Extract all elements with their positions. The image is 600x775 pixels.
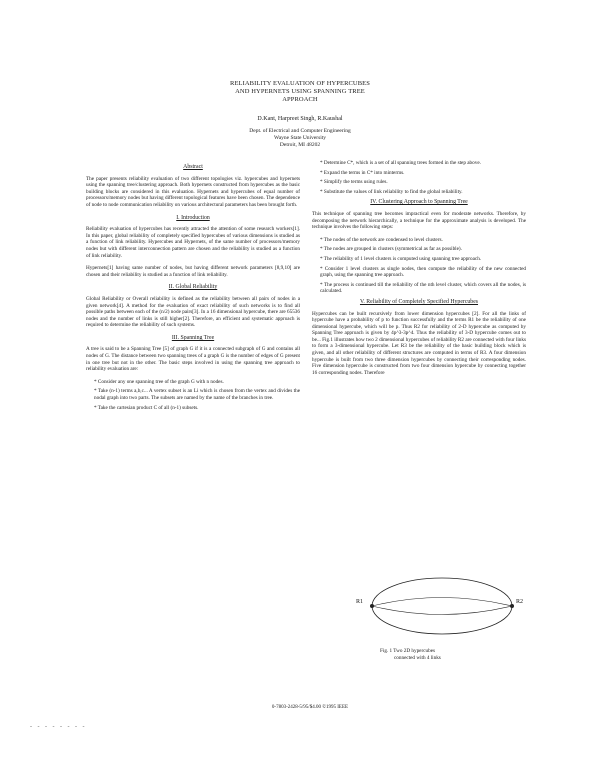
spanning-step-7: * Substitute the values of link reliability to find the global reliability.: [320, 188, 463, 195]
title-block: [150, 80, 450, 149]
spanning-step-6: * Simplify the terms using rules.: [320, 179, 388, 186]
global-reliability-paragraph: Global Reliability or Overall reliability is defined as the reliability between all pairs of nodes in a given network[4]. A method for the evaluation of exact reliability of such networks is to find all possible paths between each of the (n/2) node pairs[3]. In a 16 dimensional hypercube, there are 65536 nodes and the number of links is still higher[2]. Therefore, an efficient and systematic approach is required to determine the reliability of such systems.: [86, 295, 300, 329]
left-column: [86, 160, 300, 414]
figure-node-left: [370, 604, 374, 608]
figure-1-caption: [380, 648, 500, 661]
figure-label-r1: R1: [356, 599, 364, 605]
title-line-3: APPROACH: [282, 96, 318, 103]
affiliation: [150, 128, 450, 149]
title-line-2: AND HYPERNETS USING SPANNING TREE: [235, 88, 365, 95]
affiliation-line-1: Dept. of Electrical and Computer Engineering: [249, 128, 351, 134]
spanning-step-3: * Take the cartesian product C of all (n-1) subsets.: [94, 404, 199, 411]
abstract-heading: Abstract: [183, 164, 203, 170]
global-reliability-heading: II. Global Reliability: [168, 284, 218, 291]
figure-ellipse-outer: [372, 578, 512, 634]
spanning-tree-paragraph: A tree is said to be a Spanning Tree [5] of graph G if it is a connected subgraph of G and contains all nodes of G. The distance between two spanning trees of a graph G is the number of edges of G present in one tree but not in the other. The basic steps involved in using the spanning tree approach to reliability evaluation are:: [86, 346, 300, 373]
cluster-step-4: * Consider 1 level clusters as single nodes, then compute the reliability of the new connected graph, using the spanning tree approach.: [320, 265, 526, 279]
figure-link-lower: [372, 606, 512, 615]
cluster-step-3: * The reliability of 1 level clusters is computed using spanning tree approach.: [320, 255, 482, 262]
paper-title: [150, 80, 450, 104]
affiliation-line-2: Wayne State University: [273, 135, 327, 141]
scan-margin-marks: - - - - - - - -: [30, 724, 87, 730]
hypercube-reliability-heading: V. Reliability of Completely Specified Hypercubes: [359, 298, 479, 305]
introduction-paragraph-2: Hypernets[1] having same number of nodes, but having different network parameters [8,9,10] are chosen and their reliability is studied as a function of link reliability.: [86, 265, 300, 278]
figure-node-right: [510, 604, 514, 608]
cluster-step-2: * The nodes are grouped in clusters (symmetrical as far as possible).: [320, 246, 462, 253]
figure-1-diagram: [350, 563, 530, 649]
hypercube-reliability-paragraph: Hypercubes can be built recursively from lower dimension hypercubes [2]. For all the links of hypercube have a probability of p to function successfully and the terms R1 be the reliability of one dimensional hypercube, which will be p. Thus R2 for reliability of 2-D hypercube as computed by Spanning Tree approach is given by 4p^3-3p^4. Thus the reliability of 3-D hypercube comes out to be... Fig.1 illustrates how two 2 dimensional hypercubes of reliability R2 are connected with four links to form a 3-dimensional hypercube. Let R3 be the reliability of the basic building block which is given, and all other reliability of different structures are computed in terms of R3. A four dimension hypercube is built from two three dimension hypercubes by connecting their corresponding nodes. Five dimension hypercube is constructed from two four dimension hypercube by connecting together 16 corresponding nodes. Therefore: [312, 310, 526, 376]
introduction-heading: I. Introduction: [176, 214, 210, 221]
cluster-step-5: * The process is continued till the reliability of the nth level cluster, which covers all the nodes, is calculated.: [320, 281, 526, 295]
authors: D.Kant, Harpreet Singh, R.Kaushal: [257, 116, 343, 122]
spanning-step-5: * Expand the terms in C* into minterms.: [320, 169, 405, 176]
clustering-heading: IV. Clustering Approach to Spanning Tree: [370, 199, 468, 206]
introduction-paragraph: Reliability evaluation of hypercubes has recently attracted the attention of some research workers[1]. In this paper, global reliability of completely specified hypercubes of various dimensions is studied as a function of link reliability. Hypercubes and Hypernets, of the same number of processors/memory nodes but with different interconnection pattern are chosen and the reliability is studied as a function of link reliability.: [86, 226, 300, 259]
affiliation-line-3: Detroit, MI 48202: [279, 142, 321, 148]
spanning-step-1: * Consider any one spanning tree of the graph G with n nodes.: [94, 378, 224, 385]
spanning-step-2: * Take (n-1) terms a,b,c... A vertex subset is an Li which is chosen from the vertex and divides the nodal graph into two parts. The subsets are named by the name of the branches in tree.: [94, 388, 300, 402]
figure-link-upper: [372, 598, 512, 607]
figure-caption-line-2: connected with 4 links: [394, 654, 441, 661]
copyright-footer: 0-7803-2428-5/95/$4.00 ©1995 IEEE: [271, 705, 349, 710]
right-column: [312, 160, 526, 382]
abstract-text: The paper presents reliability evaluation of two different topologies viz. hypercubes and hypernets using the spanning tree/clustering approach. Both hypernets constructed from hypercubes as the basic building blocks are considered in this evaluation. Hypernets and hypercubes of equal number of processors/memory nodes but having different topological features have been chosen. The dependence of node to node communication reliability on various architectural parameters has been brought forth.: [86, 175, 300, 208]
title-line-1: RELIABILITY EVALUATION OF HYPERCUBES: [230, 80, 370, 87]
clustering-paragraph: This technique of spanning tree becomes impractical even for moderate networks. Therefore, by decomposing the network hierarchically, a technique for the approximate analysis is developed. The technique involves the following steps:: [312, 210, 526, 231]
spanning-tree-heading: III. Spanning Tree: [171, 334, 215, 341]
spanning-step-4: * Determine C*, which is a set of all spanning trees formed in the step above.: [320, 160, 481, 166]
figure-caption-line-1: Fig. 1 Two 2D hypercubes: [380, 648, 436, 654]
figure-label-r2: R2: [516, 599, 524, 605]
cluster-step-1: * The nodes of the network are condensed to level clusters.: [320, 236, 443, 243]
